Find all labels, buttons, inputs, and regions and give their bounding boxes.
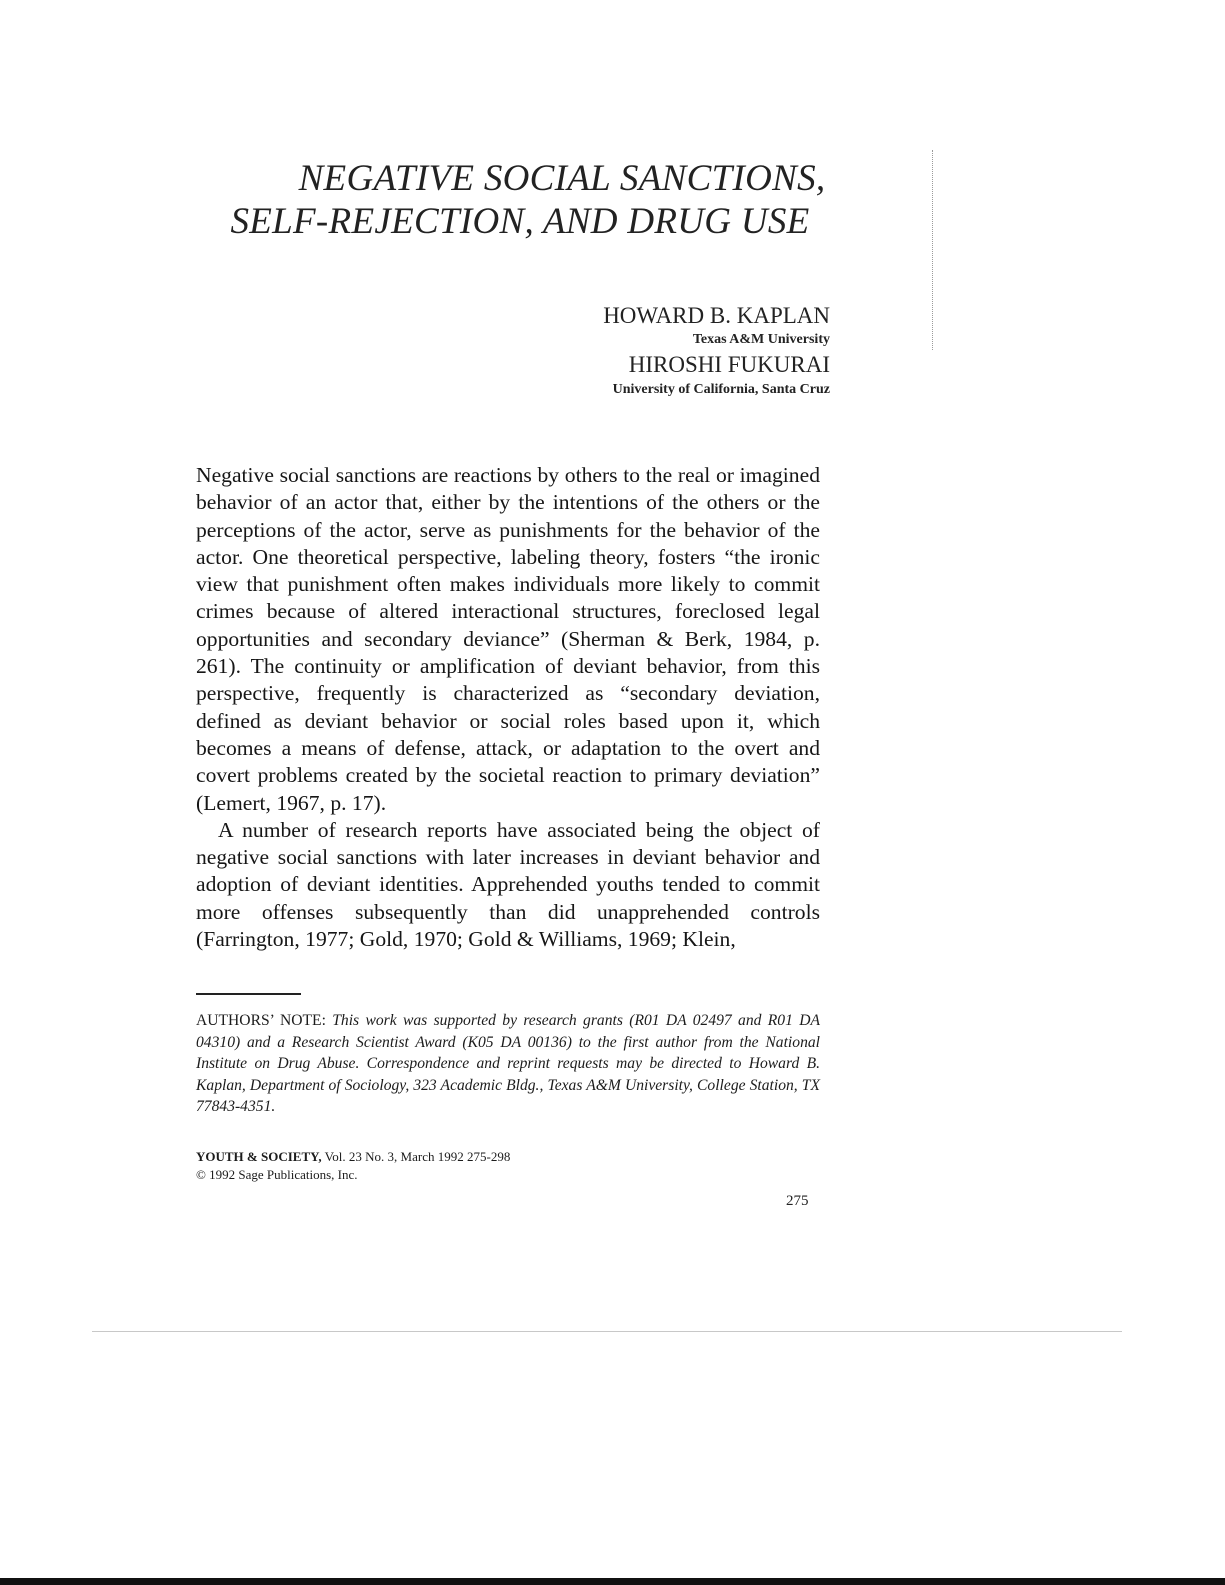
body-paragraph-2: A number of research reports have associated being the object of negative social sanctions with later increases in deviant behavior and adoption of deviant identities. Apprehended youths tended to commit more offenses subsequently than did unapprehended controls (Farrington, 1977; Gold, 1970; Gold & Williams, 1969; Klein, xyxy=(196,817,820,952)
scan-margin-mark xyxy=(932,150,934,350)
author-name-1: HOWARD B. KAPLAN xyxy=(603,303,830,328)
journal-issue-line xyxy=(196,1148,510,1166)
author-affiliation-2: University of California, Santa Cruz xyxy=(612,382,830,397)
journal-issue: Vol. 23 No. 3, March 1992 275-298 xyxy=(321,1149,511,1164)
scan-page-edge-line xyxy=(92,1331,1122,1332)
journal-copyright: © 1992 Sage Publications, Inc. xyxy=(196,1167,358,1182)
authors-note xyxy=(196,1010,820,1118)
journal-citation xyxy=(196,1148,510,1184)
page-number: 275 xyxy=(786,1193,809,1209)
body-paragraph-1: Negative social sanctions are reactions by others to the real or imagined behavior of an actor that, either by the intentions of the others or the perceptions of the actor, serve as punishments for the behavior of the actor. One theoretical perspective, labeling theory, fosters “the ironic view that punishment often makes individuals more likely to commit crimes because of altered interactional structures, foreclosed legal opportunities and secondary deviance” (Sherman & Berk, 1984, p. 261). The continuity or amplification of deviant behavior, from this perspective, frequently is characterized as “secondary deviation, defined as deviant behavior or social roles based upon it, which becomes a means of defense, attack, or adaptation to the overt and covert problems created by the societal reaction to primary deviation” (Lemert, 1967, p. 17). xyxy=(196,463,820,815)
author-name-2: HIROSHI FUKURAI xyxy=(628,352,830,377)
authors-note-label: AUTHORS’ NOTE: xyxy=(196,1012,333,1029)
authors-note-text: This work was supported by research grants (R01 DA 02497 and R01 DA 04310) and a Research Scientist Award (K05 DA 00136) to the first author from the National Institute on Drug Abuse. Correspondence and reprint requests may be directed to Howard B. Kaplan, Department of Sociology, 323 Academic Bldg., Texas A&M University, College Station, TX 77843-4351. xyxy=(196,1012,820,1115)
scan-bottom-edge xyxy=(0,1578,1225,1585)
article-body xyxy=(196,462,820,953)
article-title-line-1: NEGATIVE SOCIAL SANCTIONS, xyxy=(298,158,826,199)
footnote-divider xyxy=(196,993,301,995)
author-affiliation-1: Texas A&M University xyxy=(692,332,830,347)
journal-name: YOUTH & SOCIETY, xyxy=(196,1149,322,1164)
article-title-line-2: SELF-REJECTION, AND DRUG USE xyxy=(230,201,810,242)
